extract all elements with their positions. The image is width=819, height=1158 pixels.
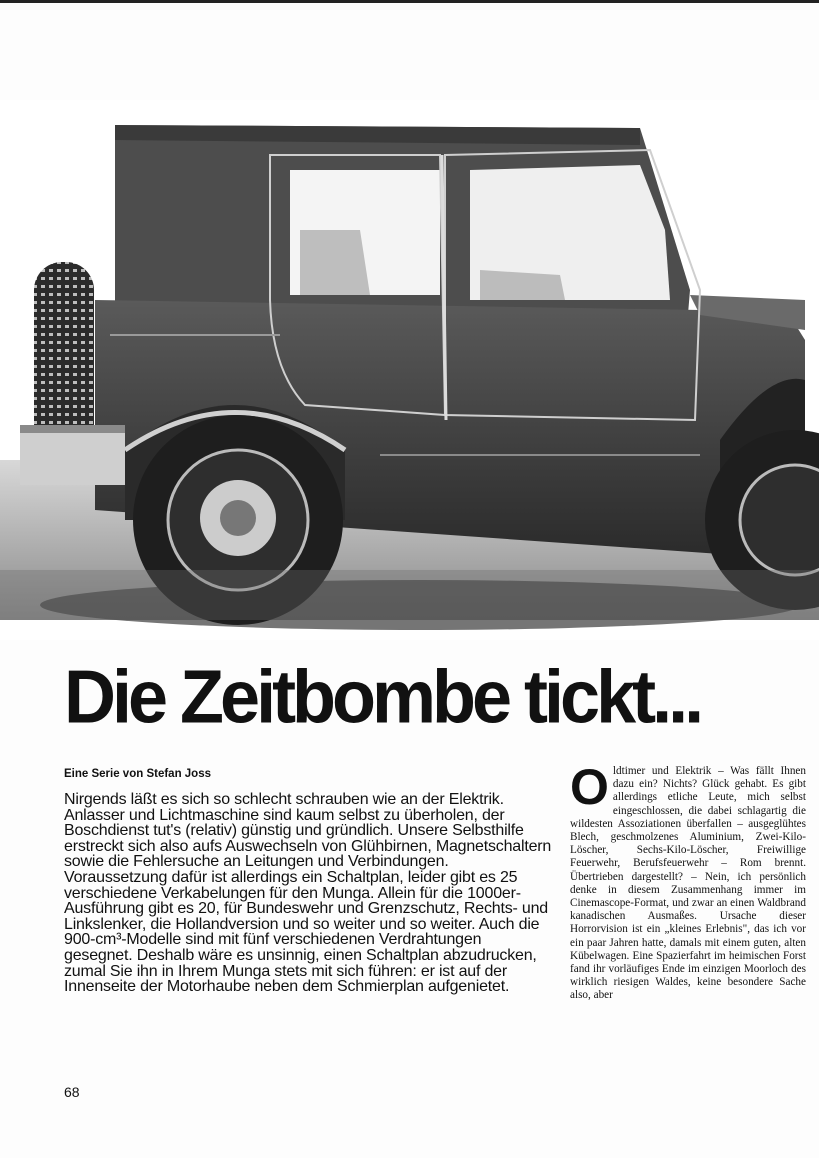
drop-cap: O [570, 759, 609, 815]
article-headline: Die Zeitbombe tickt... [64, 655, 701, 740]
vehicle-photo [0, 100, 819, 640]
page-number: 68 [64, 1084, 80, 1100]
article-lead-paragraph: Nirgends läßt es sich so schlecht schrauben wie an der Elektrik. Anlasser und Lichtmaschine sind kaum selbst zu überholen, der Boschdienst tut's (relativ) günstig und gründlich. Unsere Selbsthilfe erstreckt sich also aufs Auswechseln von Glühbirnen, Magnetschaltern sowie die Fehlersuche an Leitungen und Verbindungen. Voraussetzung dafür ist allerdings ein Schaltplan, leider gibt es 25 verschiedene Verkabelungen für den Munga. Allein für die 1000er-Ausführung gibt es 20, für Bundeswehr und Grenzschutz, Rechts- und Linkslenker, die Hollandversion und so weiter und so weiter. Auch die 900-cm³-Modelle sind mit fünf verschiedenen Verdrahtungen gesegnet. Deshalb wäre es unsinnig, einen Schaltplan abzudrucken, zumal Sie ihn in Ihrem Munga stets mit sich führen: er ist auf der Innenseite der Motorhaube neben dem Schmierplan aufgenietet. [64, 791, 552, 996]
article-body-text: ldtimer und Elektrik – Was fällt Ihnen dazu ein? Nichts? Glück gehabt. Es gibt allerdings etliche Leute, mich selbst eingeschlossen, die dabei schlagartig die wildesten Assoziationen überfallen – ausgeglühtes Blech, geschmolzenes Aluminium, Zwei-Kilo-Löscher, Sechs-Kilo-Löscher, Freiwillige Feuerwehr, Berufsfeuerwehr – Rom brennt. Übertrieben dargestellt? – Nein, ich persönlich denke in diesem Zusammenhang immer im Cinemascope-Format, und zwar an einen Waldbrand kanadischen Ausmaßes. Ursache dieser Horrorvision ist ein „kleines Erlebnis", das ich vor ein paar Jahren hatte, damals mit einem guten, alten Kübelwagen. Eine Spazierfahrt im heimischen Forst fand ihr vorläufiges Ende im einzigen Moorloch des wirklich riesigen Waldes, keine besondere Sache also, aber [570, 765, 806, 1002]
top-rule [0, 0, 819, 3]
article-byline: Eine Serie von Stefan Joss [64, 768, 212, 780]
article-body-column [570, 759, 806, 1003]
